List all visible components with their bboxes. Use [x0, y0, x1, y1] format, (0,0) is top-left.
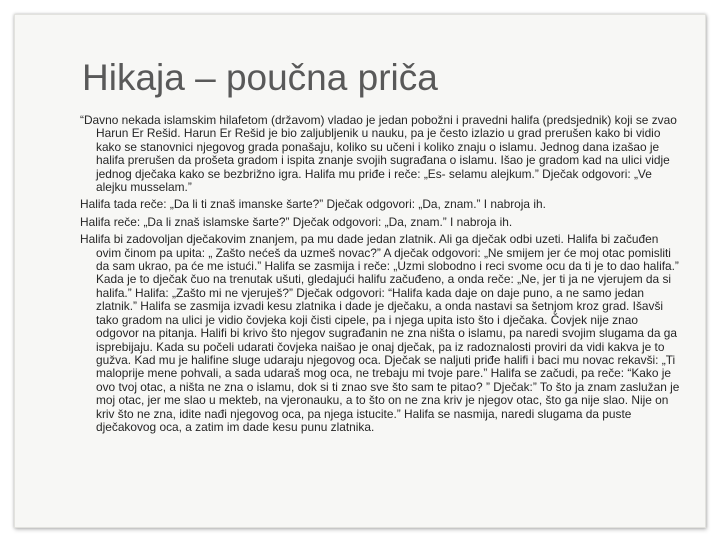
slide-title: Hikaja – poučna priča — [82, 57, 438, 98]
paragraph-islamski-sarti: Halifa reče: „Da li znaš islamske šarte?” Dječak odgovori: „Da, znam.” I nabroja ih. — [80, 214, 513, 229]
paragraph-intro: “Davno nekada islamskim hilafetom (državom) vladao je jedan pobožni i pravedni halifa (predsjednik) koji se zvao Harun Er Rešid. Harun Er Rešid je bio zaljubljenik u nauku, pa je često izlazio u grad prerušen kako bi vidio kako se stanovnici njegovog grada ponašaju, koliko su učeni i koliko znaju o islamu. Jednog dana izašao je halifa prerušen da prošeta gradom i ispita znanje svojih sugrađana o islamu. Išao je gradom kad na ulici vidje jednog dječaka kako se bezbrižno igra. Halifa mu priđe i reče: „Es- selamu alejkum.” Dječak odgovori: „Ve alejku musselam.” — [80, 113, 677, 195]
paragraph-story: Halifa bi zadovoljan dječakovim znanjem, pa mu dade jedan zlatnik. Ali ga dječak odbi uzeti. Halifa bi začuđen ovim činom pa upita: „ Zašto nećeš da uzmeš novac?” A dječak odgovori: „Ne smijem jer će moj otac pomisliti da sam ukrao, pa će me istući.” Halifa se zasmija i reče: „Uzmi slobodno i reci svome ocu da ti je to dao halifa.” Kada je to dječak čuo na trenutak ušuti, gledajući halifu začuđeno, a onda reče: „Ne, jer ti ja ne vjerujem da si halifa.” Halifa: „Zašto mi ne vjeruješ?” Dječak odgovori: “Halifa kada daje on daje puno, a ne samo jedan zlatnik.” Halifa se zasmija izvadi kesu zlatnika i dade je dječaku, a onda nastavi sa šetnjom kroz grad. Išavši tako gradom na ulici je vidio čovjeka koji čisti cipele, pa i njega upita isto što i dječaka. Čovjek nije znao odgovor na pitanja. Halifi bi krivo što njegov sugrađanin ne zna ništa o islamu, pa naredi svojim slugama da ga isprebijaju. Kada su počeli udarati čovjeka naišao je onaj dječak, pa iz radoznalosti proviri da vidi kakva je to gužva. Kad mu je halifine sluge udaraju njegovog oca. Dječak se naljuti priđe halifi i baci mu novac rekavši: „Ti maloprije mene pohvali, a sada udaraš mog oca, ne trebaju mi tvoje pare.” Halifa se začudi, pa reče: “Kako je ovo tvoj otac, a ništa ne zna o islamu, dok si ti znao sve što sam te pitao? ” Dječak:” To što ja znam zaslužan je moj otac, jer me slao u mekteb, na vjeronauku, a to što on ne zna kriv je njegov otac, što ga nije slao. Nije on kriv što ne zna, idite nađi njegovog oca, pa njega istucite.” Halifa se nasmija, naredi slugama da puste dječakovog oca, a zatim im dade kesu punu zlatnika. — [80, 232, 680, 434]
slide-body — [80, 114, 680, 436]
paragraph-imanski-sarti: Halifa tada reče: „Da li ti znaš imanske šarte?” Dječak odgovori: „Da, znam.” I nabroja ih. — [80, 197, 546, 212]
